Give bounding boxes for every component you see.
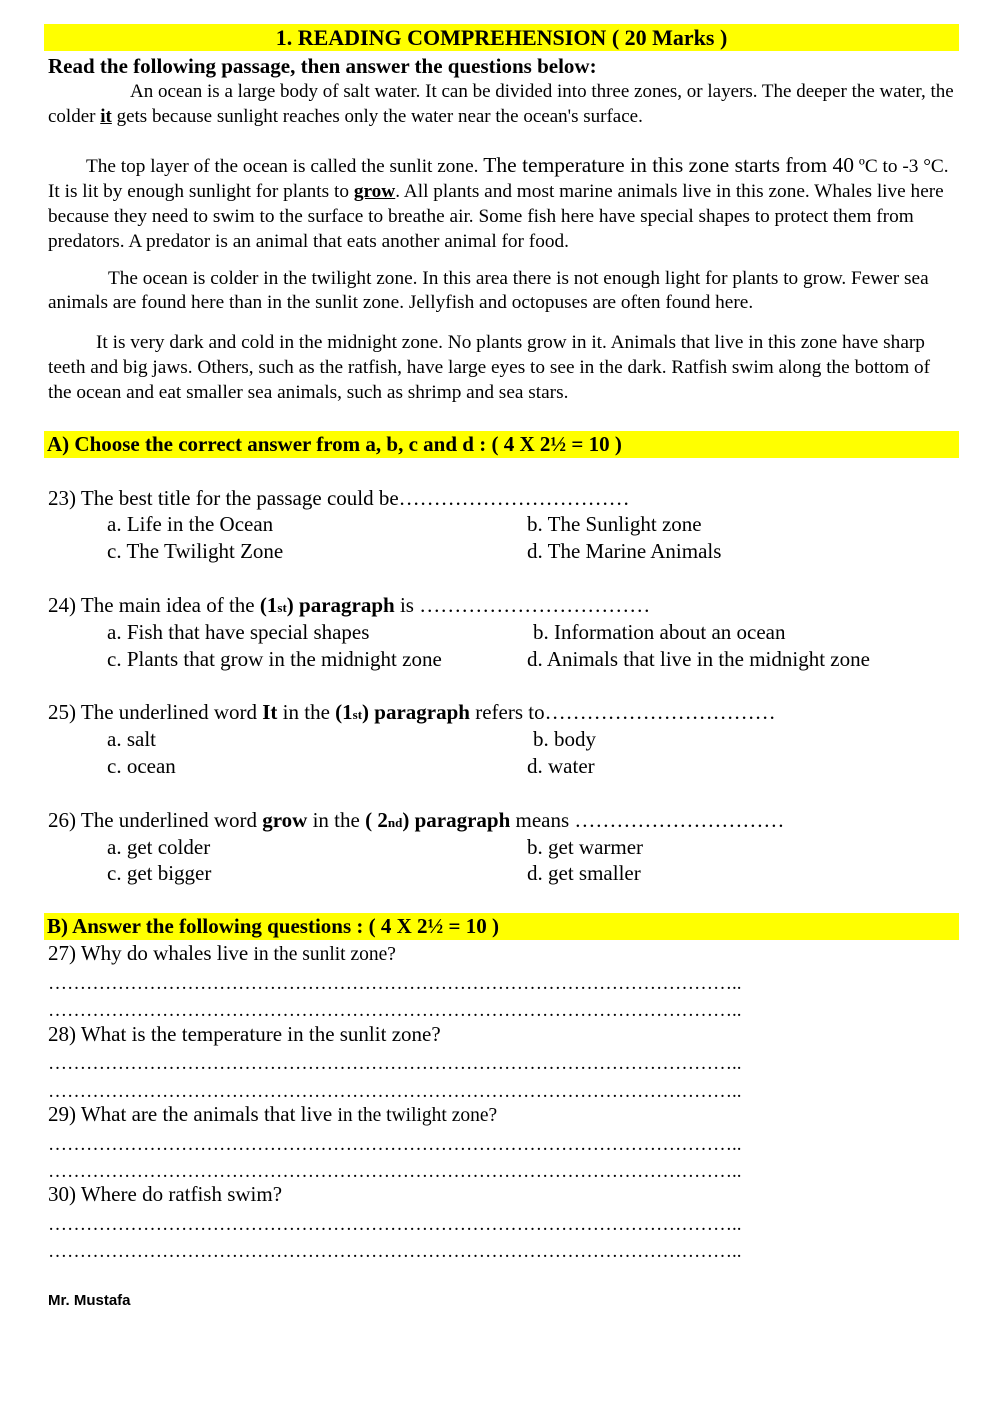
q27-answer-line-2[interactable]: ……………………………………………………………………………………………….. [48,1000,742,1021]
q25-ordinal: st [352,707,363,722]
passage-paragraph-3 [48,267,956,315]
p3-text: The ocean is colder in the twilight zone. In this area there is not enough light for plants to grow. Fewer sea animals are found here than in the sunlit zone. Jellyfish and octopuses are often found here. [48,268,929,313]
question-29 [48,1101,497,1129]
p1-text-a: An ocean is a large body of salt water. It can be divided into three zones, or layers. The deeper the water, the colder [48,81,954,127]
question-27 [48,940,396,968]
question-24 [48,592,650,621]
q29-answer-line-2[interactable]: ……………………………………………………………………………………………….. [48,1161,742,1182]
q26-word: grow [262,808,308,832]
p2-text-big: The temperature in this zone starts from 40 [483,153,855,177]
author-footer: Mr. Mustafa [48,1292,131,1309]
q24-option-c: c. Plants that grow in the midnight zone [107,647,442,671]
q25-option-a: a. salt [107,727,156,751]
question-26 [48,807,784,836]
q24-post: is …………………………… [394,593,651,617]
q24-num: (1 [259,593,278,617]
q25-num: (1 [335,700,353,724]
q25-close: ) [362,700,370,724]
q23-option-a: a. Life in the Ocean [107,512,274,536]
q25-word: It [262,700,278,724]
instruction: Read the following passage, then answer the questions below: [48,54,597,78]
p1-text-b: gets because sunlight reaches only the water near the ocean's surface. [111,106,643,127]
q25-option-b: b. body [533,727,596,751]
q23-option-c: c. The Twilight Zone [107,539,284,563]
page-title: 1. READING COMPREHENSION ( 20 Marks ) [44,24,959,51]
p2-text-a: The top layer of the ocean is called the sunlit zone. [86,156,484,177]
q27-text-a: 27) Why do whales live [48,941,254,965]
p4-text: It is very dark and cold in the midnight zone. No plants grow in it. Animals that live in this zone have sharp teeth and big jaws. Others, such as the ratfish, have large eyes to see in the dark. Ratfish swim along the bottom of the ocean and eat smaller sea animals, such as shrimp and sea stars. [48,332,931,403]
q26-post: means ………………………… [510,808,785,832]
p2-vocab-word: grow [353,181,396,202]
question-25 [48,699,776,728]
q25-option-d: d. water [527,754,595,778]
q25-post: refers to…………………………… [469,700,776,724]
q26-option-c: c. get bigger [107,861,212,885]
section-a-heading: A) Choose the correct answer from a, b, c and d : ( 4 X 2½ = 10 ) [44,431,959,458]
question-23: 23) The best title for the passage could be…………………………… [48,486,630,510]
question-28: 28) What is the temperature in the sunlit zone? [48,1022,441,1046]
q23-option-d: d. The Marine Animals [527,539,722,563]
q28-answer-line-2[interactable]: ……………………………………………………………………………………………….. [48,1081,742,1102]
passage-paragraph-4 [48,330,956,405]
q24-option-a: a. Fish that have special shapes [107,620,370,644]
q26-option-b: b. get warmer [527,835,644,859]
q25-mid: in the [277,700,336,724]
p1-reference-word: it [100,106,112,127]
q26-option-d: d. get smaller [527,861,641,885]
passage-paragraph-1 [48,79,956,129]
q26-close: ) [402,808,410,832]
q24-paragraph-word: paragraph [293,593,395,617]
passage-paragraph-2 [48,153,956,254]
q26-num: ( 2 [365,808,388,832]
q24-close: ) [286,593,294,617]
q25-option-c: c. ocean [107,754,176,778]
q30-answer-line-2[interactable]: ……………………………………………………………………………………………….. [48,1241,742,1262]
q27-answer-line-1[interactable]: ……………………………………………………………………………………………….. [48,973,742,994]
q24-option-d: d. Animals that live in the midnight zone [527,647,870,671]
q25-pre: 25) The underlined word [48,700,263,724]
q24-ordinal: st [277,600,287,615]
q27-text-b: in the sunlit zone? [253,944,396,965]
q25-paragraph-word: paragraph [369,700,470,724]
q26-pre: 26) The underlined word [48,808,263,832]
q29-text-b: in the twilight zone? [337,1105,498,1126]
q23-option-b: b. The Sunlight zone [527,512,702,536]
q26-mid: in the [307,808,366,832]
q24-pre: 24) The main idea of the [48,593,260,617]
q29-text-a: 29) What are the animals that live [48,1102,338,1126]
question-30: 30) Where do ratfish swim? [48,1182,283,1206]
q26-option-a: a. get colder [107,835,211,859]
p2-text-b: ºC to -3 °C. It is lit by enough sunlight for plants to [48,156,949,202]
q26-ordinal: nd [387,815,403,830]
q26-paragraph-word: paragraph [409,808,511,832]
q30-answer-line-1[interactable]: ……………………………………………………………………………………………….. [48,1214,742,1235]
p2-text-c: . All plants and most marine animals live in this zone. Whales live here because they need to swim to the surface to breathe air. Some fish here have special shapes to protect them from predators. A predator is an animal that eats another animal for food. [48,181,944,252]
q24-option-b: b. Information about an ocean [533,620,786,644]
q29-answer-line-1[interactable]: ……………………………………………………………………………………………….. [48,1134,742,1155]
section-b-heading: B) Answer the following questions : ( 4 X 2½ = 10 ) [44,913,959,940]
q28-answer-line-1[interactable]: ……………………………………………………………………………………………….. [48,1053,742,1074]
